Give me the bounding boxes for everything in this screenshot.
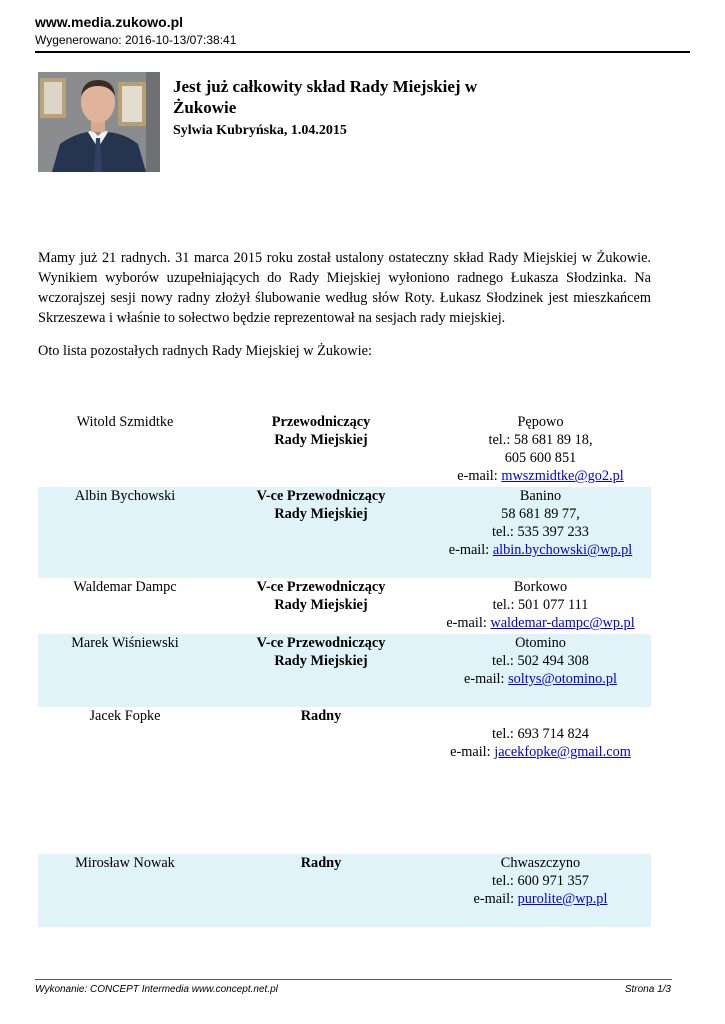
table-row [38, 854, 651, 927]
portrait-photo-icon [38, 72, 160, 172]
table-row [38, 707, 651, 854]
councillor-role: V-ce Przewodniczący Rady Miejskiej [256, 579, 386, 613]
councillor-contact: Pępowo tel.: 58 681 89 18, 605 600 851 e-mail: mwszmidtke@go2.pl [457, 414, 624, 484]
councillor-role: V-ce Przewodniczący Rady Miejskiej [256, 488, 386, 522]
email-link[interactable]: waldemar-dampc@wp.pl [490, 615, 635, 631]
table-row [38, 487, 651, 578]
councillors-table [38, 413, 651, 927]
header-divider [35, 51, 690, 53]
site-url: www.media.zukowo.pl [35, 14, 184, 30]
footer-divider [35, 979, 672, 980]
email-link[interactable]: jacekfopke@gmail.com [494, 744, 631, 760]
article-title: Jest już całkowity skład Rady Miejskiej w Żukowie [173, 77, 478, 117]
councillor-contact: tel.: 693 714 824 e-mail: jacekfopke@gmail.com [450, 726, 631, 760]
generated-timestamp: Wygenerowano: 2016-10-13/07:38:41 [35, 33, 237, 47]
article-byline: Sylwia Kubryńska, 1.04.2015 [173, 123, 347, 138]
councillor-role: Radny [300, 708, 342, 724]
table-row [38, 578, 651, 634]
councillor-role: V-ce Przewodniczący Rady Miejskiej [256, 635, 386, 669]
email-link[interactable]: purolite@wp.pl [517, 891, 608, 907]
footer-credit: Wykonanie: CONCEPT Intermedia www.concept.net.pl [35, 984, 278, 995]
article-intro: Mamy już 21 radnych. 31 marca 2015 roku został ustalony ostateczny skład Rady Miejskiej w Żukowie. Wynikiem wyborów uzupełniających do Rady Miejskiej wyłoniono radnego Łukasza Słodzinka. Na wczorajszej sesji nowy radny złożył ślubowanie według słów Roty. Łukasz Słodzinek jest mieszkańcem Skrzeszewa i właśnie to sołectwo będzie reprezentował na sesjach rady miejskiej. [38, 250, 651, 326]
table-row [38, 634, 651, 707]
email-link[interactable]: mwszmidtke@go2.pl [501, 468, 624, 484]
page-number: Strona 1/3 [624, 984, 671, 995]
councillor-name: Witold Szmidtke [76, 414, 174, 430]
councillor-role: Przewodniczący Rady Miejskiej [271, 414, 371, 448]
email-link[interactable]: albin.bychowski@wp.pl [492, 542, 633, 558]
councillor-name: Jacek Fopke [89, 708, 161, 724]
councillor-name: Marek Wiśniewski [71, 635, 179, 651]
councillor-name: Mirosław Nowak [75, 855, 175, 871]
councillor-contact: Otomino tel.: 502 494 308 e-mail: soltys@otomino.pl [464, 635, 617, 687]
councillor-contact: Banino 58 681 89 77, tel.: 535 397 233 e-mail: albin.bychowski@wp.pl [448, 488, 633, 558]
councillor-role: Radny [300, 855, 342, 871]
list-intro: Oto lista pozostałych radnych Rady Miejskiej w Żukowie: [38, 343, 372, 359]
councillor-name: Albin Bychowski [74, 488, 176, 504]
councillor-name: Waldemar Dampc [73, 579, 177, 595]
councillor-contact: Chwaszczyno tel.: 600 971 357 e-mail: purolite@wp.pl [473, 855, 608, 907]
councillor-contact: Borkowo tel.: 501 077 111 e-mail: waldemar-dampc@wp.pl [446, 579, 635, 631]
email-link[interactable]: soltys@otomino.pl [508, 671, 617, 687]
table-row [38, 413, 651, 487]
